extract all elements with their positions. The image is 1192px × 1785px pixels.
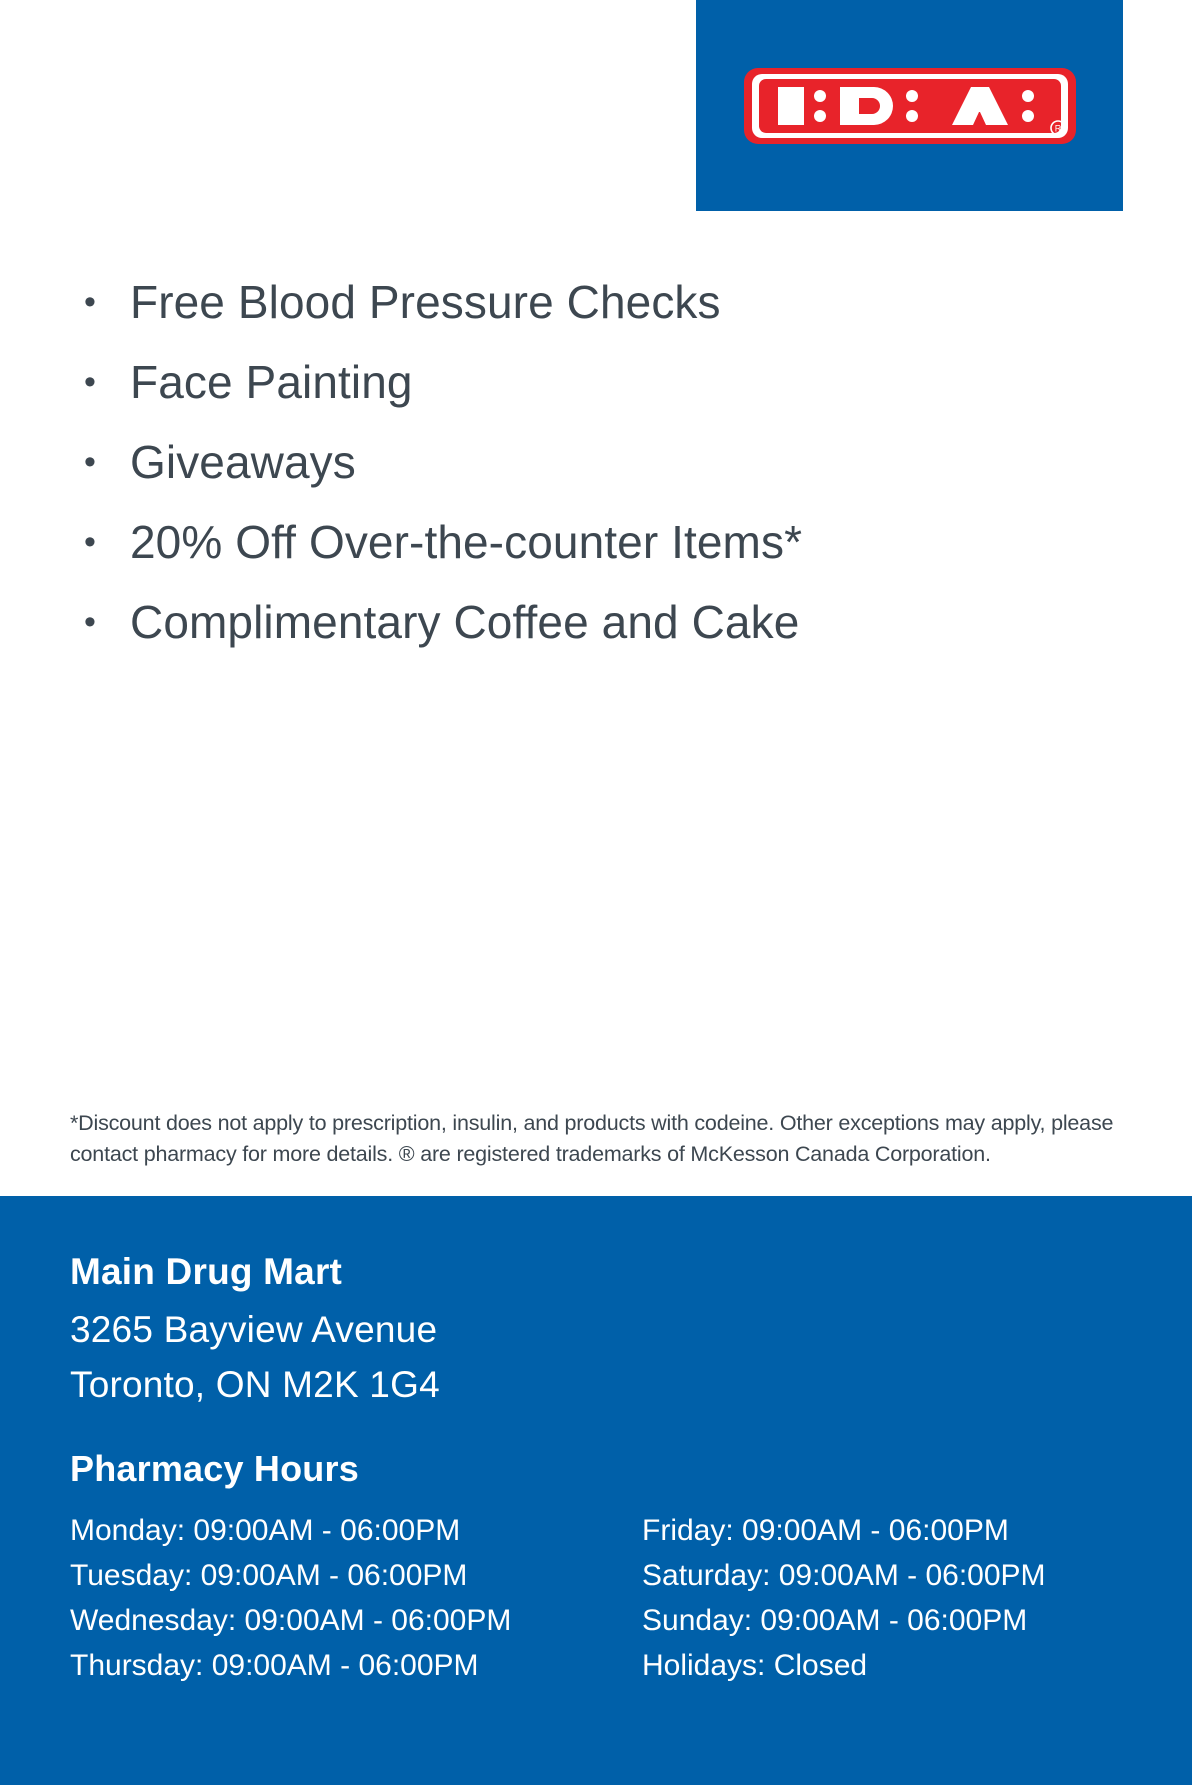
list-item: • Free Blood Pressure Checks xyxy=(76,262,1116,342)
store-address-line2: Toronto, ON M2K 1G4 xyxy=(70,1364,440,1405)
store-name: Main Drug Mart xyxy=(70,1251,343,1292)
svg-text:R: R xyxy=(1054,123,1061,133)
brand-logo-band xyxy=(696,0,1123,211)
hours-row: Holidays: Closed xyxy=(642,1649,868,1682)
list-item: • 20% Off Over-the-counter Items* xyxy=(76,502,1116,582)
pharmacy-hours-column-left xyxy=(70,1508,511,1688)
hours-row: Sunday: 09:00AM - 06:00PM xyxy=(642,1604,1028,1637)
ida-logo xyxy=(740,60,1080,152)
store-info-footer xyxy=(0,1196,1192,1785)
hours-row: Tuesday: 09:00AM - 06:00PM xyxy=(70,1559,468,1592)
disclaimer-text: *Discount does not apply to prescription, insulin, and products with codeine. Other exceptions may apply, please contact pharmacy for more details. ® are registered trademarks of McKesson Canada Corporation. xyxy=(70,1111,1114,1166)
hours-row: Monday: 09:00AM - 06:00PM xyxy=(70,1514,461,1547)
pharmacy-hours-title: Pharmacy Hours xyxy=(70,1448,359,1489)
hours-row: Friday: 09:00AM - 06:00PM xyxy=(642,1514,1009,1547)
offers-list xyxy=(76,262,1116,662)
store-address-line1: 3265 Bayview Avenue xyxy=(70,1309,438,1350)
hours-row: Wednesday: 09:00AM - 06:00PM xyxy=(70,1604,512,1637)
pharmacy-hours-column-right xyxy=(642,1508,1046,1688)
list-item: • Complimentary Coffee and Cake xyxy=(76,582,1116,662)
list-item: • Giveaways xyxy=(76,422,1116,502)
hours-row: Saturday: 09:00AM - 06:00PM xyxy=(642,1559,1046,1592)
ida-logo-icon xyxy=(740,60,1080,152)
hours-row: Thursday: 09:00AM - 06:00PM xyxy=(70,1649,479,1682)
list-item: • Face Painting xyxy=(76,342,1116,422)
